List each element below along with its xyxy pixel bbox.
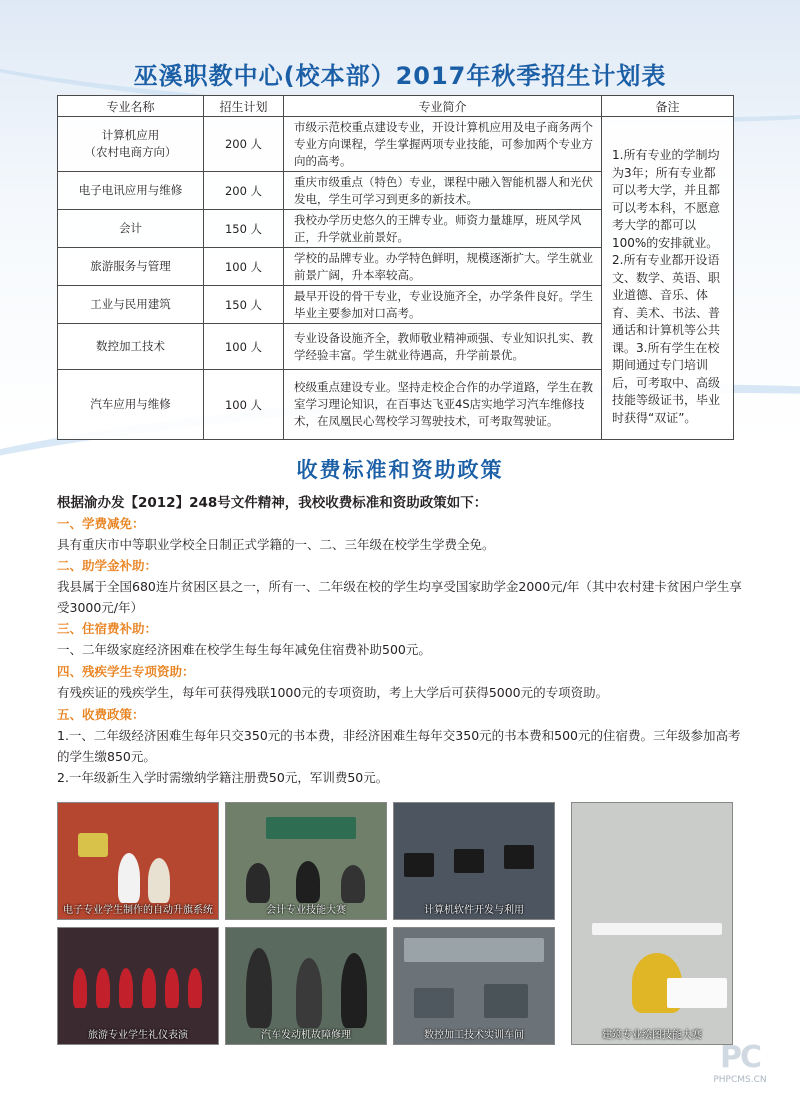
policy-intro: 根据渝办发【2012】248号文件精神，我校收费标准和资助政策如下： — [57, 495, 488, 511]
major-quota: 200 人 — [204, 172, 284, 210]
table-row — [58, 117, 734, 172]
photo-caption: 数控加工技术实训车间 — [424, 1030, 524, 1041]
table-header-row — [58, 96, 734, 117]
major-description: 市级示范校重点建设专业，开设计算机应用及电子商务两个专业方向课程，学生掌握两项专业技能，可参加两个专业方向的高考。 — [284, 117, 602, 172]
major-quota: 100 人 — [204, 370, 284, 440]
enrollment-plan-table — [57, 95, 734, 440]
section-heading: 一、学费减免： — [57, 516, 145, 531]
major-description: 校级重点建设专业。坚持走校企合作的办学道路，学生在教室学习理论知识，在百事达飞亚4S店实地学习汽车维修技术，在凤凰民心驾校学习驾驶技术，可考取驾驶证。 — [284, 370, 602, 440]
major-quota: 200 人 — [204, 117, 284, 172]
major-name: 数控加工技术 — [58, 324, 204, 370]
policy-section-housing — [57, 618, 747, 660]
major-name: 计算机应用 （农村电商方向） — [58, 117, 204, 172]
major-name: 工业与民用建筑 — [58, 286, 204, 324]
section-text: 2.一年级新生入学时需缴纳学籍注册费50元，军训费50元。 — [57, 770, 389, 785]
photo-caption: 建筑专业绘图技能大赛 — [602, 1030, 702, 1041]
section-text: 我县属于全国680连片贫困区县之一，所有一、二年级在校的学生均享受国家助学金2000元/年（其中农村建卡贫困户学生享受3000元/年） — [57, 579, 742, 615]
photo-caption: 计算机软件开发与利用 — [424, 905, 524, 916]
section-heading: 五、收费政策： — [57, 707, 145, 722]
policy-title: 收费标准和资助政策 — [296, 458, 504, 482]
section-text: 一、二年级家庭经济困难在校学生每生每年减免住宿费补助500元。 — [57, 642, 431, 657]
header-description: 专业简介 — [284, 96, 602, 117]
major-quota: 100 人 — [204, 248, 284, 286]
photo-computer-lab — [393, 802, 555, 920]
photo-gallery — [57, 800, 737, 1045]
section-heading: 四、残疾学生专项资助： — [57, 664, 195, 679]
photo-caption: 旅游专业学生礼仪表演 — [88, 1030, 188, 1041]
section-text: 具有重庆市中等职业学校全日制正式学籍的一、二、三年级在校学生学费全免。 — [57, 537, 495, 552]
header-quota: 招生计划 — [204, 96, 284, 117]
major-description: 最早开设的骨干专业，专业设施齐全，办学条件良好。学生毕业主要参加对口高考。 — [284, 286, 602, 324]
photo-caption: 电子专业学生制作的自动升旗系统 — [63, 905, 213, 916]
section-heading: 三、住宿费补助： — [57, 621, 158, 636]
major-quota: 150 人 — [204, 286, 284, 324]
photo-flag-system — [57, 802, 219, 920]
major-name: 会计 — [58, 210, 204, 248]
major-name: 汽车应用与维修 — [58, 370, 204, 440]
section-text: 有残疾证的残疾学生，每年可获得残联1000元的专项资助，考上大学后可获得5000元的专项资助。 — [57, 685, 609, 700]
major-description: 学校的品牌专业。办学特色鲜明，规模逐渐扩大。学生就业前景广阔，升本率较高。 — [284, 248, 602, 286]
policy-section-disability — [57, 661, 747, 703]
section-text: 1.一、二年级经济困难生每年只交350元的书本费，非经济困难生每年交350元的书本费和500元的住宿费。三年级参加高考的学生缴850元。 — [57, 728, 741, 764]
header-major: 专业名称 — [58, 96, 204, 117]
watermark-url: PHPCMS.CN — [713, 1075, 767, 1085]
major-name: 电子电讯应用与维修 — [58, 172, 204, 210]
major-description: 专业设备设施齐全，教师敬业精神顽强、专业知识扎实、教学经验丰富。学生就业待遇高，升学前景优。 — [284, 324, 602, 370]
photo-drawing-contest — [571, 802, 733, 1045]
major-description: 我校办学历史悠久的王牌专业。师资力量雄厚，班风学风正，升学就业前景好。 — [284, 210, 602, 248]
policy-section-fees — [57, 704, 747, 788]
watermark-logo — [700, 1040, 780, 1085]
section-heading: 二、助学金补助： — [57, 558, 158, 573]
photo-caption: 会计专业技能大赛 — [266, 905, 346, 916]
notes-cell: 1.所有专业的学制均为3年；所有专业都可以考大学，并且都可以考本科，不愿意考大学的都可以100%的安排就业。2.所有专业都开设语文、数学、英语、职业道德、音乐、体育、美术、书法、普通话和计算机等公共课。3.所有学生在校期间通过专门培训后，可考取中、高级技能等级证书，毕业时获得“双证”。 — [602, 117, 734, 440]
major-name: 旅游服务与管理 — [58, 248, 204, 286]
header-notes: 备注 — [602, 96, 734, 117]
plan-title: 巫溪职教中心(校本部）2017年秋季招生计划表 — [133, 62, 667, 90]
major-description: 重庆市级重点（特色）专业，课程中融入智能机器人和光伏发电，学生可学习到更多的新技术。 — [284, 172, 602, 210]
photo-engine-repair — [225, 927, 387, 1045]
major-quota: 100 人 — [204, 324, 284, 370]
photo-accounting-contest — [225, 802, 387, 920]
major-quota: 150 人 — [204, 210, 284, 248]
photo-cnc-workshop — [393, 927, 555, 1045]
photo-caption: 汽车发动机故障修理 — [261, 1030, 351, 1041]
policy-section-grant — [57, 555, 747, 618]
photo-etiquette-show — [57, 927, 219, 1045]
policy-section-tuition — [57, 513, 747, 555]
watermark-mark: PC — [719, 1040, 760, 1075]
